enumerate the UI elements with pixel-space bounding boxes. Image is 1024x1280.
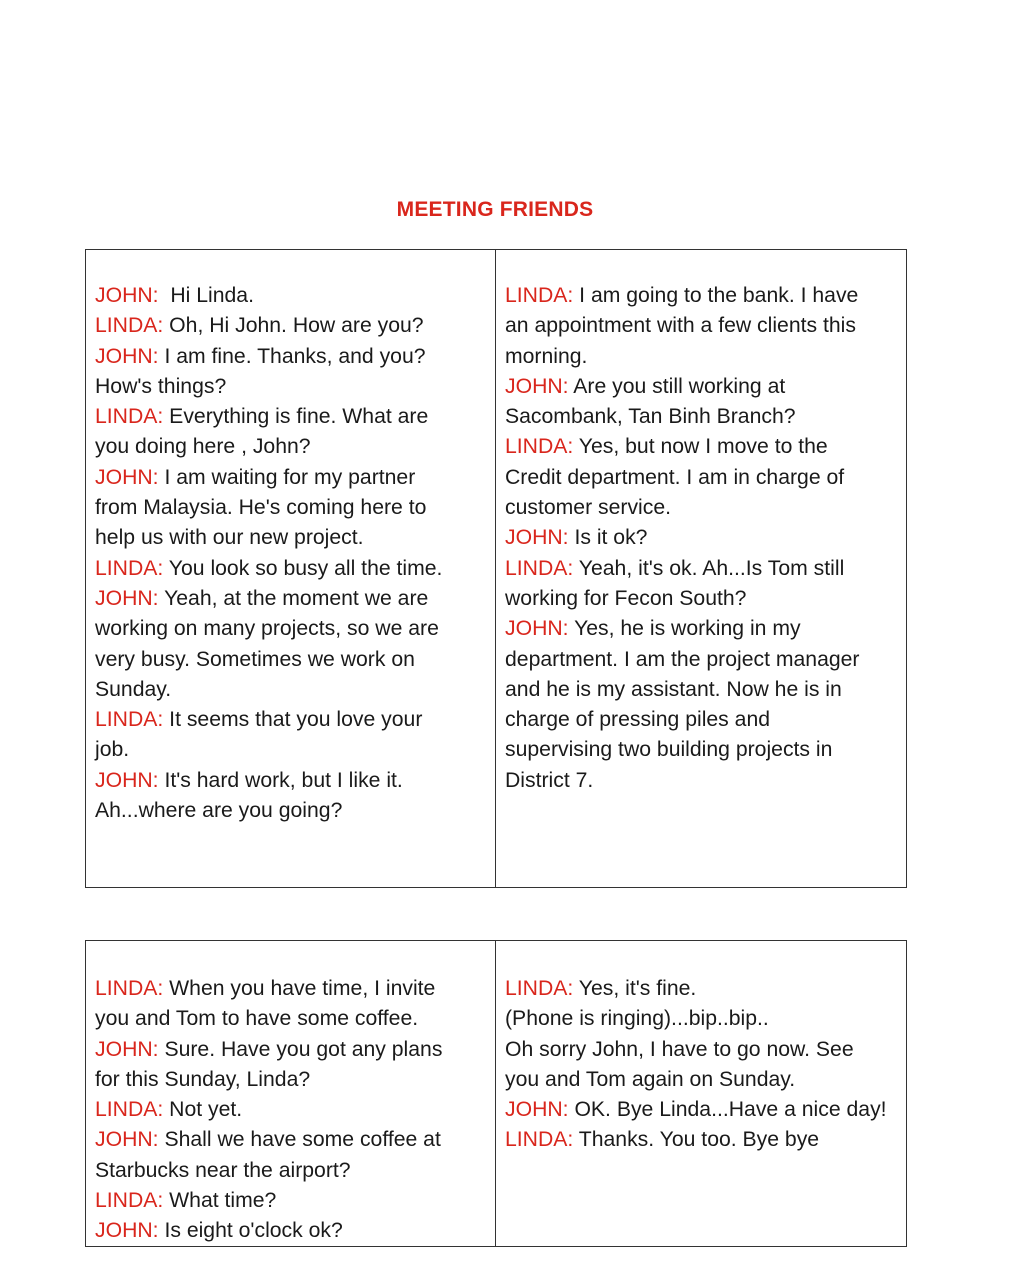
speaker-label: LINDA: [505, 1128, 574, 1152]
dialogue-line [505, 463, 900, 493]
speaker-label: LINDA: [95, 405, 164, 429]
speaker-label: JOHN: [95, 586, 159, 610]
dialogue-line [95, 584, 489, 614]
dialogue-text: I am fine. Thanks, and you? [158, 344, 426, 368]
dialogue-line [505, 1065, 900, 1095]
dialogue-table-2 [85, 940, 907, 1247]
dialogue-text: working for Fecon South? [505, 586, 747, 610]
dialogue-line [505, 584, 900, 614]
dialogue-text: OK. Bye Linda...Have a nice day! [568, 1098, 887, 1122]
speaker-label: LINDA: [95, 1098, 164, 1122]
speaker-label: JOHN: [95, 344, 159, 368]
dialogue-text: Sunday. [95, 677, 172, 701]
speaker-label: JOHN: [505, 1098, 569, 1122]
dialogue-line [95, 1186, 489, 1216]
dialogue-text: When you have time, I invite [163, 977, 436, 1000]
dialogue-text: working on many projects, so we are [95, 617, 439, 641]
dialogue-text: Thanks. You too. Bye bye [573, 1128, 820, 1152]
dialogue-line [95, 342, 489, 372]
dialogue-line [505, 735, 900, 765]
dialogue-text: It's hard work, but I like it. [158, 768, 403, 792]
speaker-label: JOHN: [505, 617, 569, 641]
dialogue-line [505, 432, 900, 462]
dialogue-text: help us with our new project. [95, 526, 364, 550]
speaker-label: JOHN: [95, 1037, 159, 1061]
dialogue-line [95, 311, 489, 341]
dialogue-line [505, 675, 900, 705]
speaker-label: JOHN: [505, 526, 569, 550]
dialogue-line [95, 1216, 489, 1246]
dialogue-line [95, 614, 489, 644]
dialogue-line [95, 1095, 489, 1125]
dialogue-text: morning. [505, 344, 588, 368]
dialogue-line [505, 342, 900, 372]
dialogue-line [95, 1125, 489, 1155]
dialogue-line [95, 402, 489, 432]
dialogue-column-left [86, 250, 496, 887]
dialogue-line [95, 493, 489, 523]
dialogue-line [505, 493, 900, 523]
dialogue-text: an appointment with a few clients this [505, 314, 856, 338]
dialogue-line [505, 705, 900, 735]
dialogue-line [505, 523, 900, 553]
dialogue-line [95, 735, 489, 765]
dialogue-text: Everything is fine. What are [163, 405, 429, 429]
dialogue-line [95, 1156, 489, 1186]
dialogue-text: department. I am the project manager [505, 647, 860, 671]
speaker-label: JOHN: [95, 284, 159, 307]
dialogue-line [95, 281, 489, 311]
dialogue-line [95, 796, 489, 826]
dialogue-line [505, 766, 900, 796]
dialogue-line [95, 554, 489, 584]
dialogue-text: Yeah, at the moment we are [158, 586, 429, 610]
dialogue-table-1 [85, 249, 907, 888]
dialogue-line [95, 974, 489, 1004]
dialogue-text: Yes, it's fine. [573, 977, 697, 1000]
dialogue-text: Oh, Hi John. How are you? [163, 314, 424, 338]
dialogue-text: Yes, but now I move to the [573, 435, 828, 459]
dialogue-line [95, 463, 489, 493]
dialogue-text: and he is my assistant. Now he is in [505, 677, 842, 701]
speaker-label: LINDA: [505, 284, 574, 307]
dialogue-line [95, 645, 489, 675]
dialogue-column-right [496, 250, 906, 887]
dialogue-text: You look so busy all the time. [163, 556, 443, 580]
dialogue-text: Ah...where are you going? [95, 799, 343, 823]
dialogue-line [95, 432, 489, 462]
dialogue-text: supervising two building projects in [505, 738, 833, 762]
dialogue-line [95, 523, 489, 553]
dialogue-line [505, 554, 900, 584]
speaker-label: JOHN: [95, 768, 159, 792]
dialogue-line [505, 281, 900, 311]
dialogue-line [505, 1035, 900, 1065]
dialogue-text: Oh sorry John, I have to go now. See [505, 1037, 854, 1061]
dialogue-line [505, 372, 900, 402]
dialogue-text: from Malaysia. He's coming here to [95, 496, 427, 520]
dialogue-text: I am waiting for my partner [158, 465, 416, 489]
dialogue-text: Starbucks near the airport? [95, 1158, 351, 1182]
dialogue-line [95, 705, 489, 735]
dialogue-text: What time? [163, 1189, 277, 1213]
dialogue-text: you doing here , John? [95, 435, 311, 459]
dialogue-line [505, 614, 900, 644]
speaker-label: LINDA: [505, 556, 574, 580]
dialogue-text: you and Tom again on Sunday. [505, 1067, 796, 1091]
speaker-label: LINDA: [95, 314, 164, 338]
dialogue-text: Credit department. I am in charge of [505, 465, 845, 489]
dialogue-line [505, 1095, 900, 1125]
dialogue-text: Is it ok? [568, 526, 648, 550]
dialogue-line [95, 372, 489, 402]
dialogue-text: job. [95, 738, 130, 762]
dialogue-text: Are you still working at [568, 374, 786, 398]
dialogue-text: charge of pressing piles and [505, 708, 771, 732]
speaker-label: LINDA: [95, 1189, 164, 1213]
dialogue-line [95, 1004, 489, 1034]
dialogue-line [505, 974, 900, 1004]
speaker-label: JOHN: [95, 465, 159, 489]
dialogue-line [505, 311, 900, 341]
speaker-label: JOHN: [505, 374, 569, 398]
dialogue-text: Is eight o'clock ok? [158, 1219, 343, 1243]
dialogue-line [505, 645, 900, 675]
dialogue-line [505, 1125, 900, 1155]
dialogue-text: It seems that you love your [163, 708, 423, 732]
speaker-label: LINDA: [95, 708, 164, 732]
dialogue-text: I am going to the bank. I have [573, 284, 859, 307]
dialogue-text: Yes, he is working in my [568, 617, 801, 641]
dialogue-text: Not yet. [163, 1098, 243, 1122]
speaker-label: JOHN: [95, 1219, 159, 1243]
dialogue-text: very busy. Sometimes we work on [95, 647, 415, 671]
dialogue-line [95, 675, 489, 705]
dialogue-text: Yeah, it's ok. Ah...Is Tom still [573, 556, 845, 580]
dialogue-line [95, 1035, 489, 1065]
dialogue-text: Sacombank, Tan Binh Branch? [505, 405, 796, 429]
dialogue-text: customer service. [505, 496, 672, 520]
dialogue-text: for this Sunday, Linda? [95, 1067, 311, 1091]
dialogue-text: Shall we have some coffee at [158, 1128, 441, 1152]
page-title: MEETING FRIENDS [396, 198, 594, 221]
speaker-label: LINDA: [505, 977, 574, 1000]
speaker-label: LINDA: [505, 435, 574, 459]
dialogue-column-right [496, 941, 906, 1246]
speaker-label: JOHN: [95, 1128, 159, 1152]
speaker-label: LINDA: [95, 556, 164, 580]
dialogue-column-left [86, 941, 496, 1246]
speaker-label: LINDA: [95, 977, 164, 1000]
dialogue-text: Sure. Have you got any plans [158, 1037, 443, 1061]
dialogue-text: District 7. [505, 768, 594, 792]
dialogue-line [95, 766, 489, 796]
dialogue-line [505, 402, 900, 432]
dialogue-line [505, 1004, 900, 1034]
dialogue-text: Hi Linda. [158, 284, 254, 307]
dialogue-text: you and Tom to have some coffee. [95, 1007, 419, 1031]
dialogue-text: How's things? [95, 374, 227, 398]
dialogue-line [95, 1065, 489, 1095]
dialogue-text: (Phone is ringing)...bip..bip.. [505, 1007, 769, 1031]
